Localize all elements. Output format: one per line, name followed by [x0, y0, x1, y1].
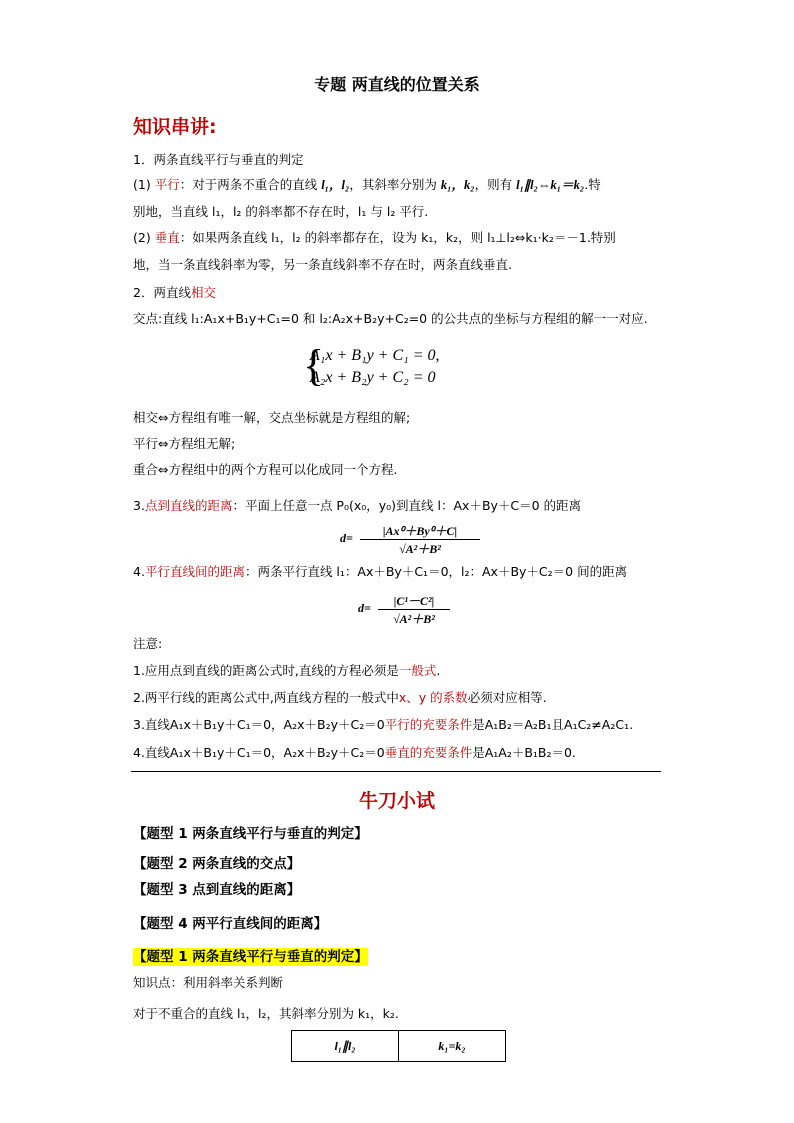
note4-end: 是A₁A₂＋B₁B₂＝0. [472, 745, 576, 760]
f1-lhs: d= [340, 531, 353, 545]
p2-heading-red: 相交 [190, 285, 216, 300]
f2-lhs: d= [358, 601, 371, 615]
p2-heading [133, 285, 216, 301]
equation-system [310, 345, 440, 389]
p4-text: ：两条平行直线 l₁：Ax＋By＋C₁＝0，l₂：Ax＋By＋C₂＝0 间的距离 [244, 564, 628, 579]
note3-pre: 3.直线A₁x＋B₁y＋C₁＝0，A₂x＋B₂y＋C₂＝0 [133, 717, 385, 732]
section-heading-knowledge: 知识串讲: [133, 116, 217, 138]
system-eq2: A₂x + B₂y + C₂ = 0 [310, 369, 436, 386]
type-3-heading: 【题型 3 点到直线的距离】 [133, 882, 301, 898]
note-title: 注意: [133, 636, 163, 651]
note-1 [133, 663, 440, 679]
note2-pre: 2.两平行线的距离公式中,两直线方程的一般式中 [133, 690, 399, 705]
p2-heading-text: 2．两直线 [133, 285, 191, 300]
type-2-heading: 【题型 2 两条直线的交点】 [133, 856, 301, 872]
type-1-highlight [133, 945, 368, 965]
note1-red: 一般式 [398, 663, 437, 678]
p2-rule-parallel: 平行⇔方程组无解; [133, 436, 236, 451]
knowledge-point: 知识点：利用斜率关系判断 [133, 975, 284, 990]
p1-parallel: (1) 平行：对于两条不重合的直线 l₁，l₂，其斜率分别为 k₁，k₂，则有 l₁∥l₂⇔k₁＝k₂.特 [133, 177, 601, 192]
type-1-highlight-text: 【题型 1 两条直线平行与垂直的判定】 [133, 949, 368, 965]
note1-end: . [436, 663, 441, 678]
note-2 [133, 690, 547, 706]
f2-den: √A²＋B² [393, 612, 435, 626]
p4-num: 4. [133, 564, 145, 579]
label-perpendicular: 垂直 [154, 230, 180, 245]
p1-heading: 1．两条直线平行与垂直的判定 [133, 152, 304, 167]
p2-intersection-line: 交点:直线 l₁:A₁x+B₁y+C₁=0 和 l₂:A₂x+B₂y+C₂=0 的公共点的坐标与方程组的解一一对应. [133, 311, 648, 326]
system-brace: { [303, 341, 325, 390]
p4-red: 平行直线间的距离 [144, 564, 245, 579]
note2-red: x、y 的系数 [398, 690, 468, 705]
system-eq1: A₁x + B₁y + C₁ = 0, [310, 347, 440, 364]
note4-red: 垂直的充要条件 [384, 745, 473, 760]
divider [131, 771, 661, 772]
slope-table [291, 1030, 506, 1062]
p1-perp-text: ：如果两条直线 l₁，l₂ 的斜率都存在，设为 k₁，k₂，则 l₁⊥l₂⇔k₁·k₂＝－1.特别 [179, 230, 616, 245]
p3-line [133, 498, 581, 514]
p1-parallel-text: ：对于两条不重合的直线 [179, 177, 318, 192]
f2-num: |C¹－C²| [378, 592, 450, 610]
note2-end: 必须对应相等. [467, 690, 547, 705]
p3-text: ：平面上任意一点 P₀(x₀，y₀)到直线 l：Ax＋By＋C＝0 的距离 [232, 498, 582, 513]
parallel-relation: l₁∥l₂⇔k₁＝k₂ [516, 178, 585, 192]
table-cell-relation: l₁∥l₂ [292, 1031, 399, 1062]
p3-num: 3. [133, 498, 145, 513]
page-title: 专题 两直线的位置关系 [314, 75, 480, 94]
note-3 [133, 717, 633, 733]
f1-den: √A²＋B² [399, 542, 441, 556]
table-cell-condition: k₁=k₂ [399, 1031, 506, 1062]
type-1-heading: 【题型 1 两条直线平行与垂直的判定】 [133, 826, 368, 842]
p3-red: 点到直线的距离 [144, 498, 233, 513]
label-parallel: 平行 [154, 177, 180, 192]
p1-perp-line2: 地，当一条直线斜率为零，另一条直线斜率不存在时，两条直线垂直. [133, 257, 512, 272]
section-heading-practice: 牛刀小试 [358, 790, 435, 812]
note-4 [133, 745, 576, 761]
slope-intro: 对于不重合的直线 l₁，l₂，其斜率分别为 k₁，k₂. [133, 1006, 399, 1021]
p1-parallel-mid: ，其斜率分别为 [349, 177, 437, 192]
note3-red: 平行的充要条件 [384, 717, 473, 732]
p1-perpendicular: (2) 垂直：如果两条直线 l₁，l₂ 的斜率都存在，设为 k₁，k₂，则 l₁⊥l₂⇔k₁·k₂＝－1.特别 [133, 230, 616, 245]
p4-line [133, 564, 627, 580]
note3-end: 是A₁B₂＝A₂B₁且A₁C₂≠A₂C₁. [472, 717, 634, 732]
note1-pre: 1.应用点到直线的距离公式时,直线的方程必须是 [133, 663, 399, 678]
p2-rule-coincide: 重合⇔方程组中的两个方程可以化成同一个方程. [133, 462, 398, 477]
table-row [292, 1031, 506, 1062]
sym-l1l2: l₁，l₂ [321, 178, 350, 192]
sym-k1k2: k₁，k₂ [440, 178, 475, 192]
type-4-heading: 【题型 4 两平行直线间的距离】 [133, 916, 328, 932]
p1-parallel-line2: 别地，当直线 l₁，l₂ 的斜率都不存在时，l₁ 与 l₂ 平行. [133, 204, 429, 219]
f1-num: |Ax⁰＋By⁰＋C| [360, 522, 480, 540]
p1-parallel-end: ，则有 [474, 177, 513, 192]
note4-pre: 4.直线A₁x＋B₁y＋C₁＝0，A₂x＋B₂y＋C₂＝0 [133, 745, 385, 760]
p1-parallel-tail: .特 [584, 177, 601, 192]
p2-rule-intersect: 相交⇔方程组有唯一解，交点坐标就是方程组的解; [133, 410, 411, 425]
